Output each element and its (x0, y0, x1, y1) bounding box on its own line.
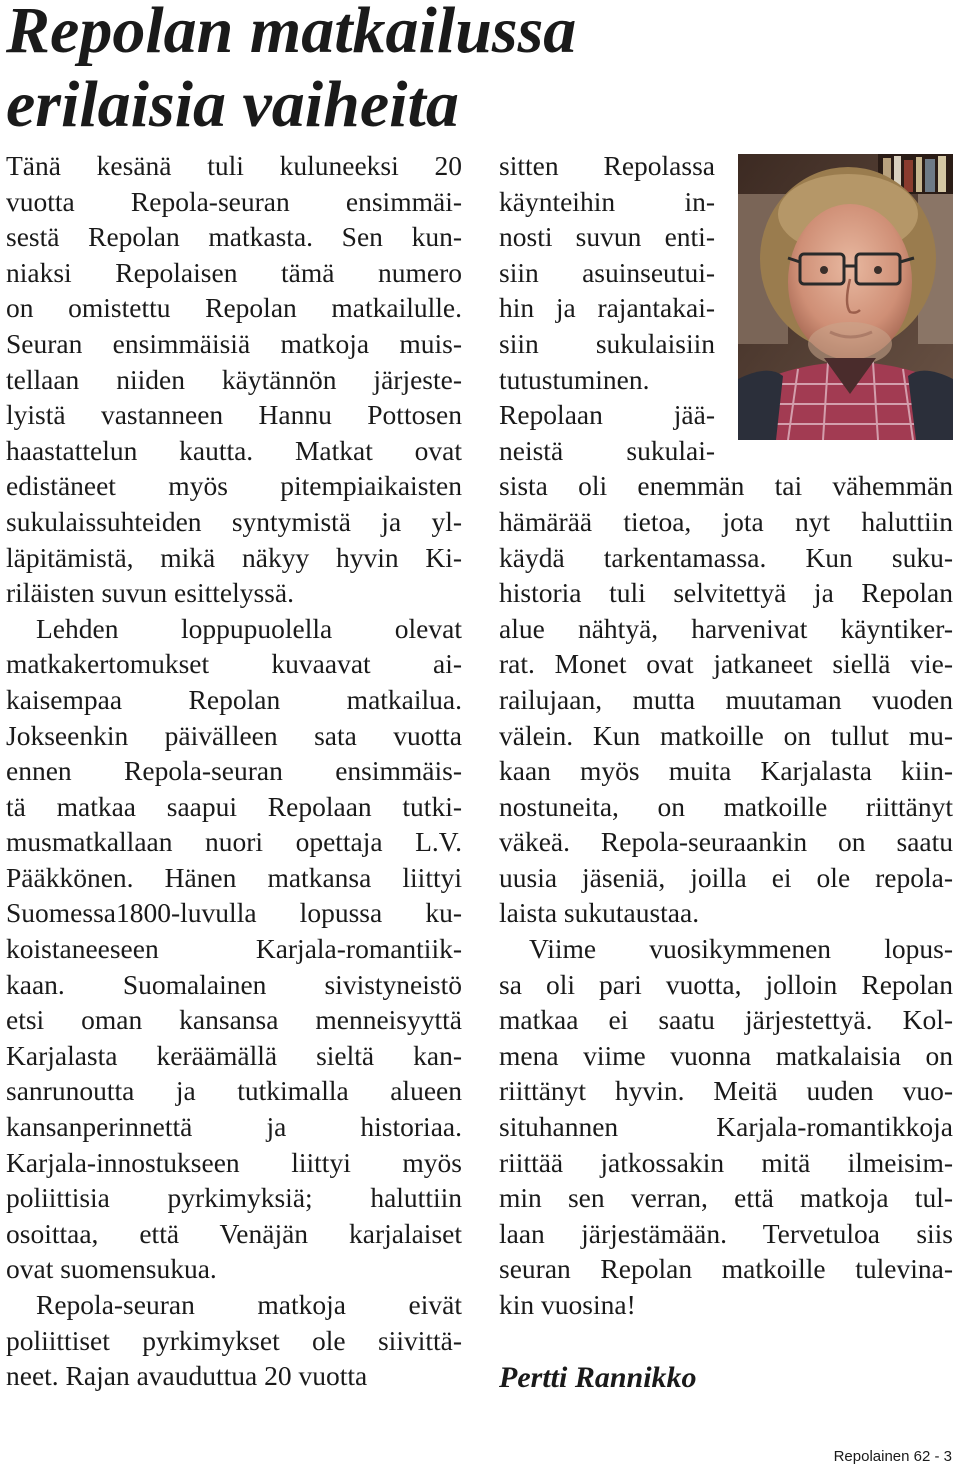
text-line: edistäneet myös pitempiaikaisten (6, 470, 462, 502)
text-line: kaan. Suomalainen sivistyneistö (6, 968, 462, 1000)
text-line: ovat suomensukua. (6, 1253, 217, 1285)
text-line: koistaneeseen Karjala-romantiik- (6, 933, 462, 965)
text-line: alue nähtyä, harvenivat käyntiker- (499, 612, 953, 644)
text-line: Karjala-innostukseen liittyi myös (6, 1146, 462, 1178)
text-line: kaan myös muita Karjalasta kiin- (499, 755, 953, 787)
text-line: Repolaan jää- (499, 399, 715, 431)
text-line: lyistä vastanneen Hannu Pottosen (6, 399, 462, 431)
text-line: Seuran ensimmäisiä matkoja muis- (6, 327, 462, 359)
text-line: haastattelun kautta. Matkat ovat (6, 434, 462, 466)
text-line: Repola-seuran matkoja eivät (36, 1289, 462, 1320)
text-line: min sen verran, että matkoja tul- (499, 1182, 953, 1214)
text-line: osoittaa, että Venäjän karjalaiset (6, 1217, 462, 1249)
text-line: hin ja rajantakai- (499, 292, 715, 324)
text-line: Viime vuosikymmenen lopus- (529, 933, 953, 965)
text-line: etsi oman kansansa menneisyyttä (6, 1004, 462, 1036)
text-line: Lehden loppupuolella olevat (36, 612, 462, 644)
text-line: Suomessa1800-luvulla lopussa ku- (6, 897, 462, 929)
text-line: kansanperinnettä ja historiaa. (6, 1111, 462, 1143)
text-line: tä matkaa saapui Repolaan tutki- (6, 790, 462, 822)
text-line: sista oli enemmän tai vähemmän (499, 470, 953, 502)
text-line: musmatkallaan nuori opettaja L.V. (6, 826, 462, 858)
article-column-left (6, 148, 462, 1394)
text-line: Pääkkönen. Hänen matkansa liittyi (6, 861, 462, 893)
text-line: niaksi Repolaisen tämä numero (6, 256, 462, 288)
text-line: laan järjestämään. Tervetuloa siis (499, 1217, 953, 1249)
text-line: tellaan niiden käytännön järjeste- (6, 363, 462, 395)
text-line: sa oli pari vuotta, jolloin Repolan (499, 968, 953, 1000)
text-line: riläisten suvun esittelyssä. (6, 577, 294, 609)
text-line: ennen Repola-seuran ensimmäis- (6, 755, 462, 787)
text-line: kin vuosina! (499, 1289, 636, 1320)
text-line: laista sukutaustaa. (499, 897, 700, 929)
portrait-photo (738, 154, 953, 440)
text-line: Karjalasta keräämällä sieltä kan- (6, 1039, 462, 1071)
text-line: läpitämistä, mikä näkyy hyvin Ki- (6, 541, 462, 573)
text-line: historia tuli selvitettyä ja Repolan (499, 577, 953, 609)
text-line: hämärää tietoa, jota nyt haluttiin (499, 505, 953, 537)
text-line: vuotta Repola-seuran ensimmäi- (6, 185, 462, 217)
text-line: siin asuinseutui- (499, 256, 715, 288)
text-line: matkaa ei saatu järjestettyä. Kol- (499, 1004, 953, 1036)
title-line-1: Repolan matkailussa (6, 0, 577, 67)
portrait-illustration (738, 154, 953, 440)
text-line: tutustuminen. (499, 363, 650, 395)
text-line: poliittiset pyrkimykset ole siivittä- (6, 1324, 462, 1356)
text-line: rat. Monet ovat jatkaneet siellä vie- (499, 648, 953, 680)
text-line: välein. Kun matkoille on tullut mu- (499, 719, 953, 751)
title-line-2: erilaisia vaiheita (6, 68, 459, 141)
article-title (6, 0, 706, 142)
text-line: uusia jäseniä, joilla ei ole repola- (499, 861, 953, 893)
text-line: neistä sukulai- (499, 434, 715, 466)
text-line: seuran Repolan matkoille tulevina- (499, 1253, 953, 1285)
text-line: matkakertomukset kuvaavat ai- (6, 648, 462, 680)
text-line: Tänä kesänä tuli kuluneeksi 20 (6, 150, 462, 181)
text-line: railujaan, mutta muutaman vuoden (499, 683, 953, 715)
text-line: käynteihin in- (499, 185, 715, 217)
text-line: mena viime vuonna matkalaisia on (499, 1039, 953, 1071)
text-line: nostuneita, on matkoille riittänyt (499, 790, 953, 822)
page-footer: Repolainen 62 - 3 (833, 1448, 952, 1465)
text-line: riittää jatkossakin mitä ilmeisim- (499, 1146, 953, 1178)
text-line: käydä tarkentamassa. Kun suku- (499, 541, 953, 573)
text-line: sanrunoutta ja tutkimalla alueen (6, 1075, 462, 1107)
text-line: kaisempaa Repolan matkailua. (6, 683, 462, 715)
text-line: väkeä. Repola-seuraankin on saatu (499, 826, 953, 858)
text-line: on omistettu Repolan matkailulle. (6, 292, 462, 324)
text-line: siin sukulaisiin (499, 327, 715, 359)
text-line: sestä Repolan matkasta. Sen kun- (6, 221, 462, 253)
text-line: sitten Repolassa (499, 150, 715, 181)
text-line: nosti suvun enti- (499, 221, 715, 253)
text-line: Jokseenkin päivälleen sata vuotta (6, 719, 462, 751)
text-line: neet. Rajan avauduttua 20 vuotta (6, 1360, 368, 1392)
text-line: sukulaissuhteiden syntymistä ja yl- (6, 505, 462, 537)
text-line: poliittisia pyrkimyksiä; haluttiin (6, 1182, 462, 1214)
author-signature: Pertti Rannikko (499, 1361, 697, 1394)
text-line: riittänyt hyvin. Meitä uuden vuo- (499, 1075, 953, 1107)
text-line: situhannen Karjala-romantikkoja (499, 1111, 953, 1143)
